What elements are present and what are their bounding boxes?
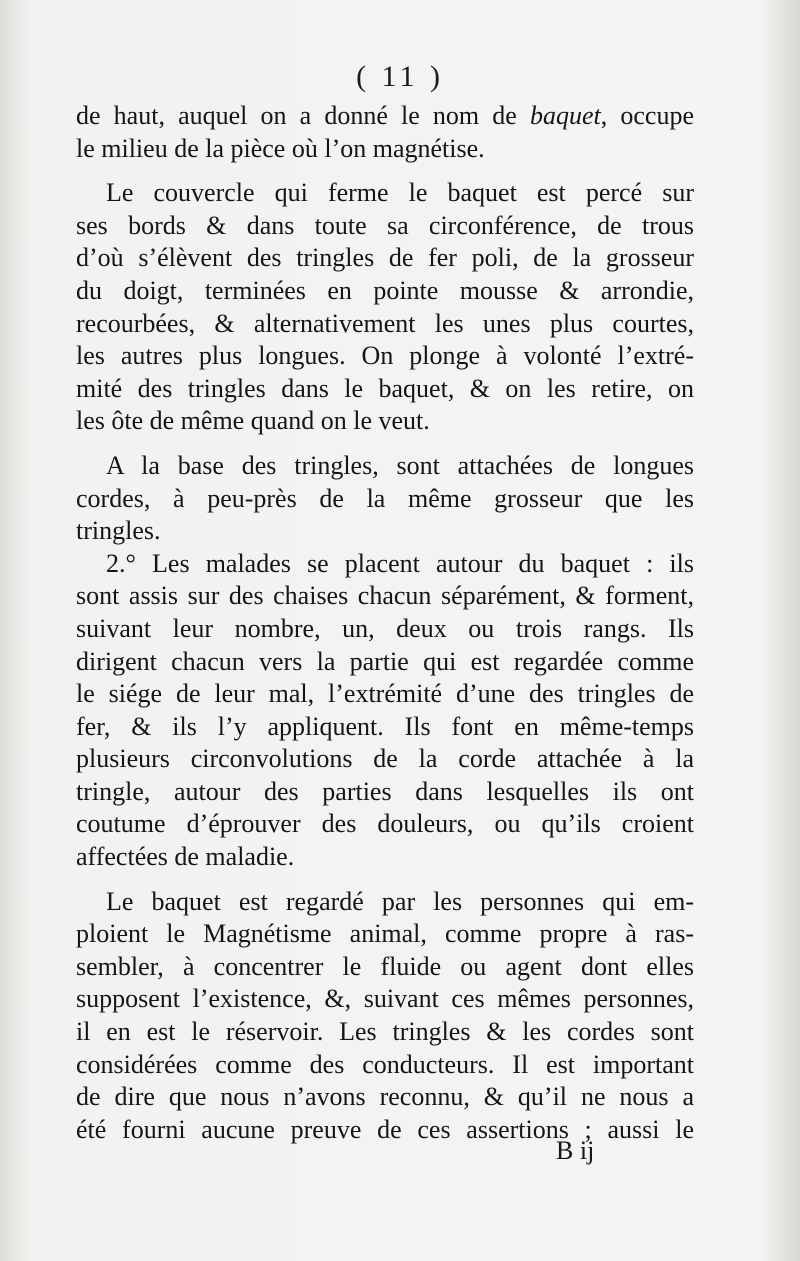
text-line-segment: tringle, autour des parties dans lesquelles ils ont <box>76 776 694 806</box>
text-line <box>76 133 694 166</box>
text-line <box>76 242 694 275</box>
text-line <box>76 340 694 373</box>
text-line <box>76 613 694 646</box>
text-line <box>76 405 694 438</box>
paragraph-gap <box>76 438 694 450</box>
text-line-segment: affectées de maladie. <box>76 842 295 872</box>
text-line <box>76 951 694 984</box>
text-line <box>76 918 694 951</box>
body-text <box>76 100 694 1146</box>
text-line <box>76 177 694 210</box>
text-line <box>76 886 694 919</box>
text-line-segment: ploient le Magnétisme animal, comme propre à ras- <box>76 919 694 949</box>
text-line-segment: considérées comme des conducteurs. Il est important <box>76 1049 694 1079</box>
text-line <box>76 808 694 841</box>
text-line-segment: il en est le réservoir. Les tringles & les cordes sont <box>76 1017 694 1047</box>
text-line-segment: ses bords & dans toute sa circonférence, de trous <box>76 210 694 240</box>
paragraph-gap <box>76 165 694 177</box>
text-line-segment: Le baquet est regardé par les personnes qui em- <box>106 886 694 916</box>
text-line <box>76 1049 694 1082</box>
text-line-segment: de haut, auquel on a donné le nom de <box>76 101 530 130</box>
paragraph-gap <box>76 874 694 886</box>
text-line-segment: mité des tringles dans le baquet, & on les retire, on <box>76 373 694 403</box>
text-line-segment: dirigent chacun vers la partie qui est regardée comme <box>76 646 694 676</box>
text-line-segment: été fourni aucune preuve de ces assertions ; aussi le <box>76 1114 694 1144</box>
text-line <box>76 678 694 711</box>
text-line <box>76 373 694 406</box>
text-line-segment: 2.° Les malades se placent autour du baquet : ils <box>106 548 694 578</box>
text-line-segment: les ôte de même quand on le veut. <box>76 406 430 436</box>
text-line-segment: du doigt, terminées en pointe mousse & arrondie, <box>76 275 694 305</box>
text-line <box>76 1114 694 1147</box>
text-line-segment: tringles. <box>76 516 161 546</box>
text-line <box>76 308 694 341</box>
text-line-segment: , occupe <box>600 101 694 130</box>
text-line-segment: le siége de leur mal, l’extrémité d’une des tringles de <box>76 679 694 709</box>
italic-term: baquet <box>529 101 601 130</box>
text-line-segment: coutume d’éprouver des douleurs, ou qu’ils croient <box>76 809 694 839</box>
text-line-segment: sont assis sur des chaises chacun séparément, & forment, <box>76 581 694 611</box>
text-line-segment: Le couvercle qui ferme le baquet est percé sur <box>106 178 694 208</box>
text-line-segment: recourbées, & alternativement les unes plus courtes, <box>76 308 694 338</box>
page-number: ( 11 ) <box>356 60 444 93</box>
text-line-segment: de dire que nous n’avons reconnu, & qu’il ne nous a <box>76 1082 694 1112</box>
text-line-segment: cordes, à peu-près de la même grosseur que les <box>76 483 694 513</box>
text-line <box>76 776 694 809</box>
text-line <box>76 275 694 308</box>
text-line <box>76 1081 694 1114</box>
text-line-segment: le milieu de la pièce où l’on magnétise. <box>76 133 485 163</box>
text-line-segment: plusieurs circonvolutions de la corde attachée à la <box>76 744 694 774</box>
text-line <box>76 711 694 744</box>
text-line <box>76 743 694 776</box>
text-line <box>76 646 694 679</box>
text-line <box>76 1016 694 1049</box>
text-line <box>76 100 694 133</box>
text-line-segment: A la base des tringles, sont attachées de longues <box>106 450 694 480</box>
text-line <box>76 983 694 1016</box>
text-line <box>76 515 694 548</box>
text-line-segment: les autres plus longues. On plonge à volonté l’extré- <box>76 341 694 371</box>
text-line <box>76 483 694 516</box>
text-line <box>76 210 694 243</box>
text-line-segment: supposent l’existence, &, suivant ces mêmes personnes, <box>76 984 694 1014</box>
text-line <box>76 580 694 613</box>
text-line-segment: d’où s’élèvent des tringles de fer poli, de la grosseur <box>76 243 694 273</box>
text-line-segment: suivant leur nombre, un, deux ou trois rangs. Ils <box>76 613 694 643</box>
text-line-segment: fer, & ils l’y appliquent. Ils font en même-temps <box>76 711 694 741</box>
text-line <box>76 450 694 483</box>
text-line <box>76 548 694 581</box>
signature-mark: B ij <box>556 1136 595 1165</box>
text-line <box>76 841 694 874</box>
text-line-segment: sembler, à concentrer le fluide ou agent dont elles <box>76 951 694 981</box>
